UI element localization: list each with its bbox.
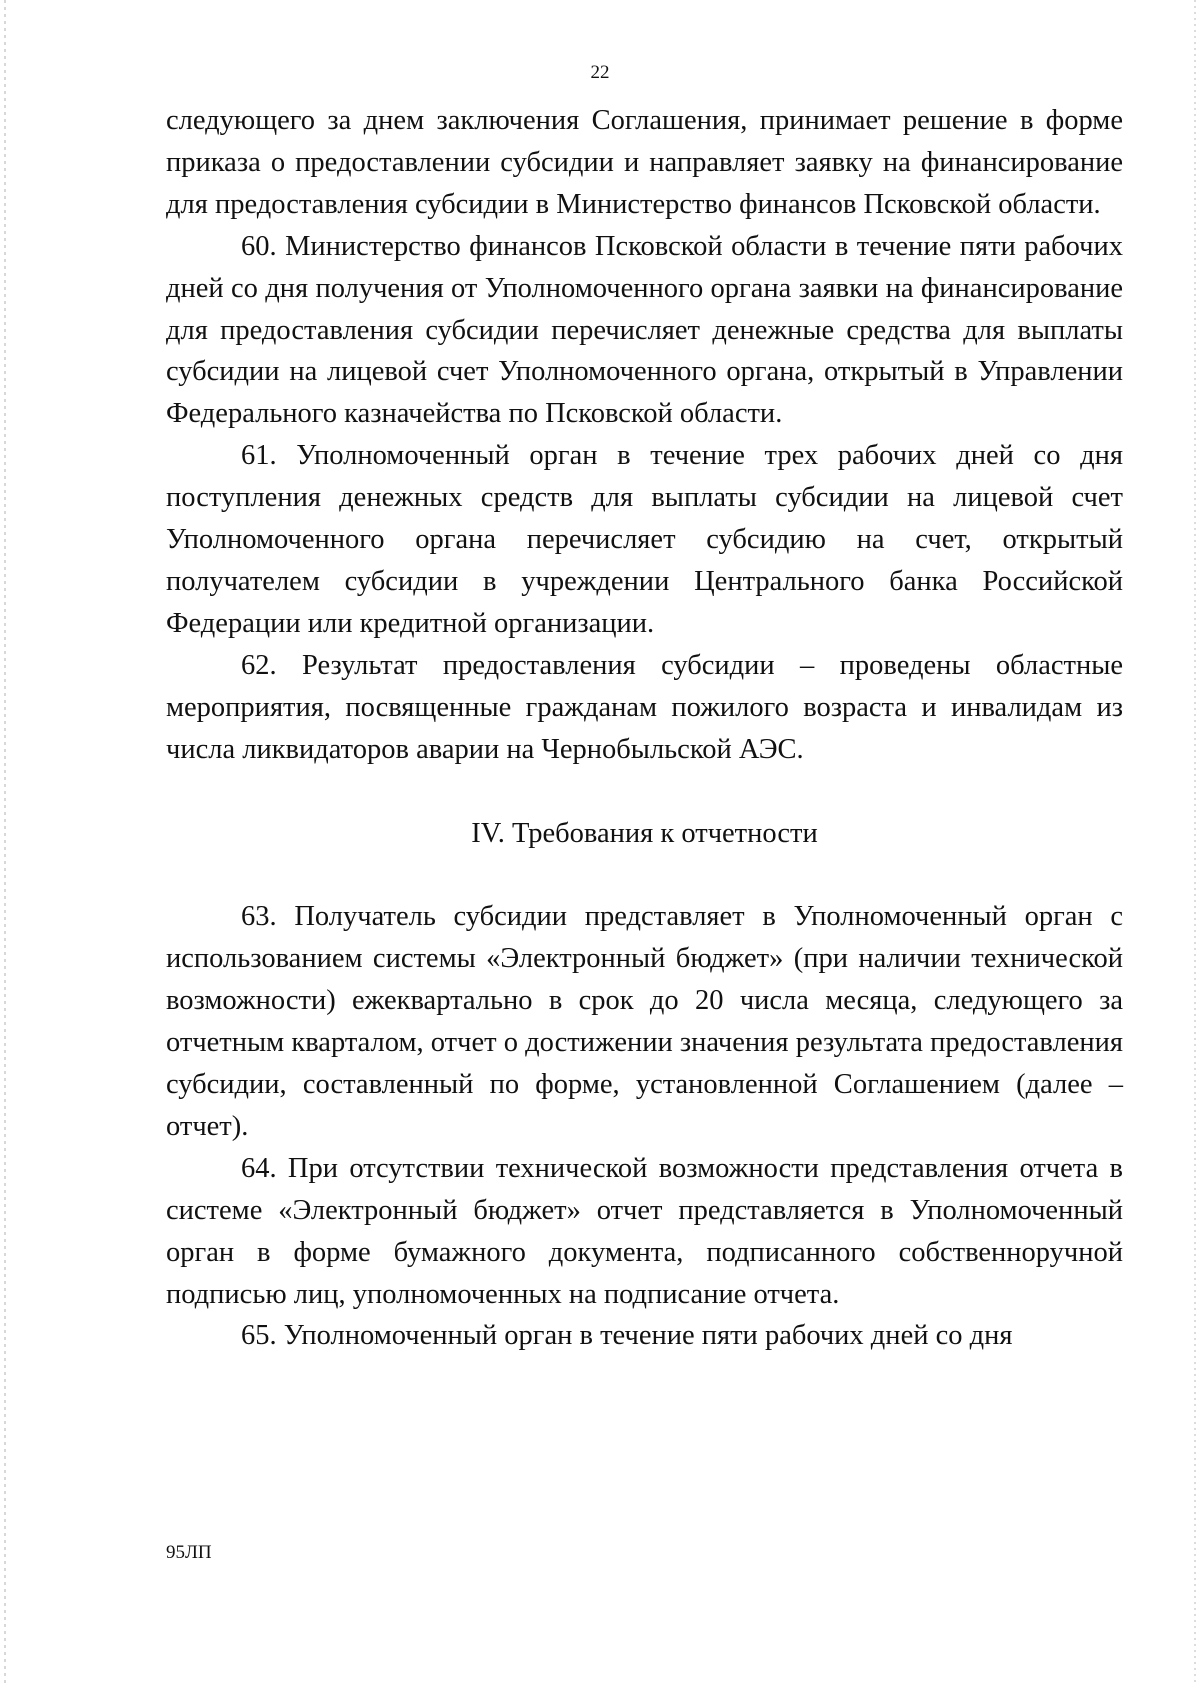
page-number: 22 xyxy=(590,62,610,83)
paragraph-65: 65. Уполномоченный орган в течение пяти рабочих дней со дня xyxy=(241,1320,1013,1352)
scan-edge-right xyxy=(1194,0,1196,1686)
paragraph-61: 61. Уполномоченный орган в течение трех рабочих дней со дня поступления денежных средств для выплаты субсидии на лицевой счет Уполномоченного органа перечисляет субсидию на счет, открытый получателем субсидии в учреждении Центрального банка Российской Федерации или кредитной организации. xyxy=(166,440,1123,639)
document-body xyxy=(166,100,1123,1357)
footer-document-code: 95ЛП xyxy=(166,1542,212,1563)
paragraph-64: 64. При отсутствии технической возможности представления отчета в системе «Электронный бюджет» отчет представляется в Уполномоченный орган в форме бумажного документа, подписанного собственноручной подписью лиц, уполномоченных на подписание отчета. xyxy=(166,1152,1123,1310)
section-heading: IV. Требования к отчетности xyxy=(471,817,818,849)
paragraph-62: 62. Результат предоставления субсидии – проведены областные мероприятия, посвященные гражданам пожилого возраста и инвалидам из числа ликвидаторов аварии на Чернобыльской АЭС. xyxy=(166,649,1123,765)
scan-edge-left xyxy=(4,0,6,1686)
paragraph-continuation: следующего за днем заключения Соглашения, принимает решение в форме приказа о предоставлении субсидии и направляет заявку на финансирование для предоставления субсидии в Министерство финансов Псковской области. xyxy=(166,105,1123,220)
paragraph-60: 60. Министерство финансов Псковской области в течение пяти рабочих дней со дня получения от Уполномоченного органа заявки на финансирование для предоставления субсидии перечисляет денежные средства для выплаты субсидии на лицевой счет Уполномоченного органа, открытый в Управлении Федерального казначейства по Псковской области. xyxy=(166,230,1123,430)
paragraph-63: 63. Получатель субсидии представляет в Уполномоченный орган с использованием системы «Электронный бюджет» (при наличии технической возможности) ежеквартально в срок до 20 числа месяца, следующего за отчетным кварталом, отчет о достижении значения результата предоставления субсидии, составленный по форме, установленной Соглашением (далее – отчет). xyxy=(166,901,1123,1142)
